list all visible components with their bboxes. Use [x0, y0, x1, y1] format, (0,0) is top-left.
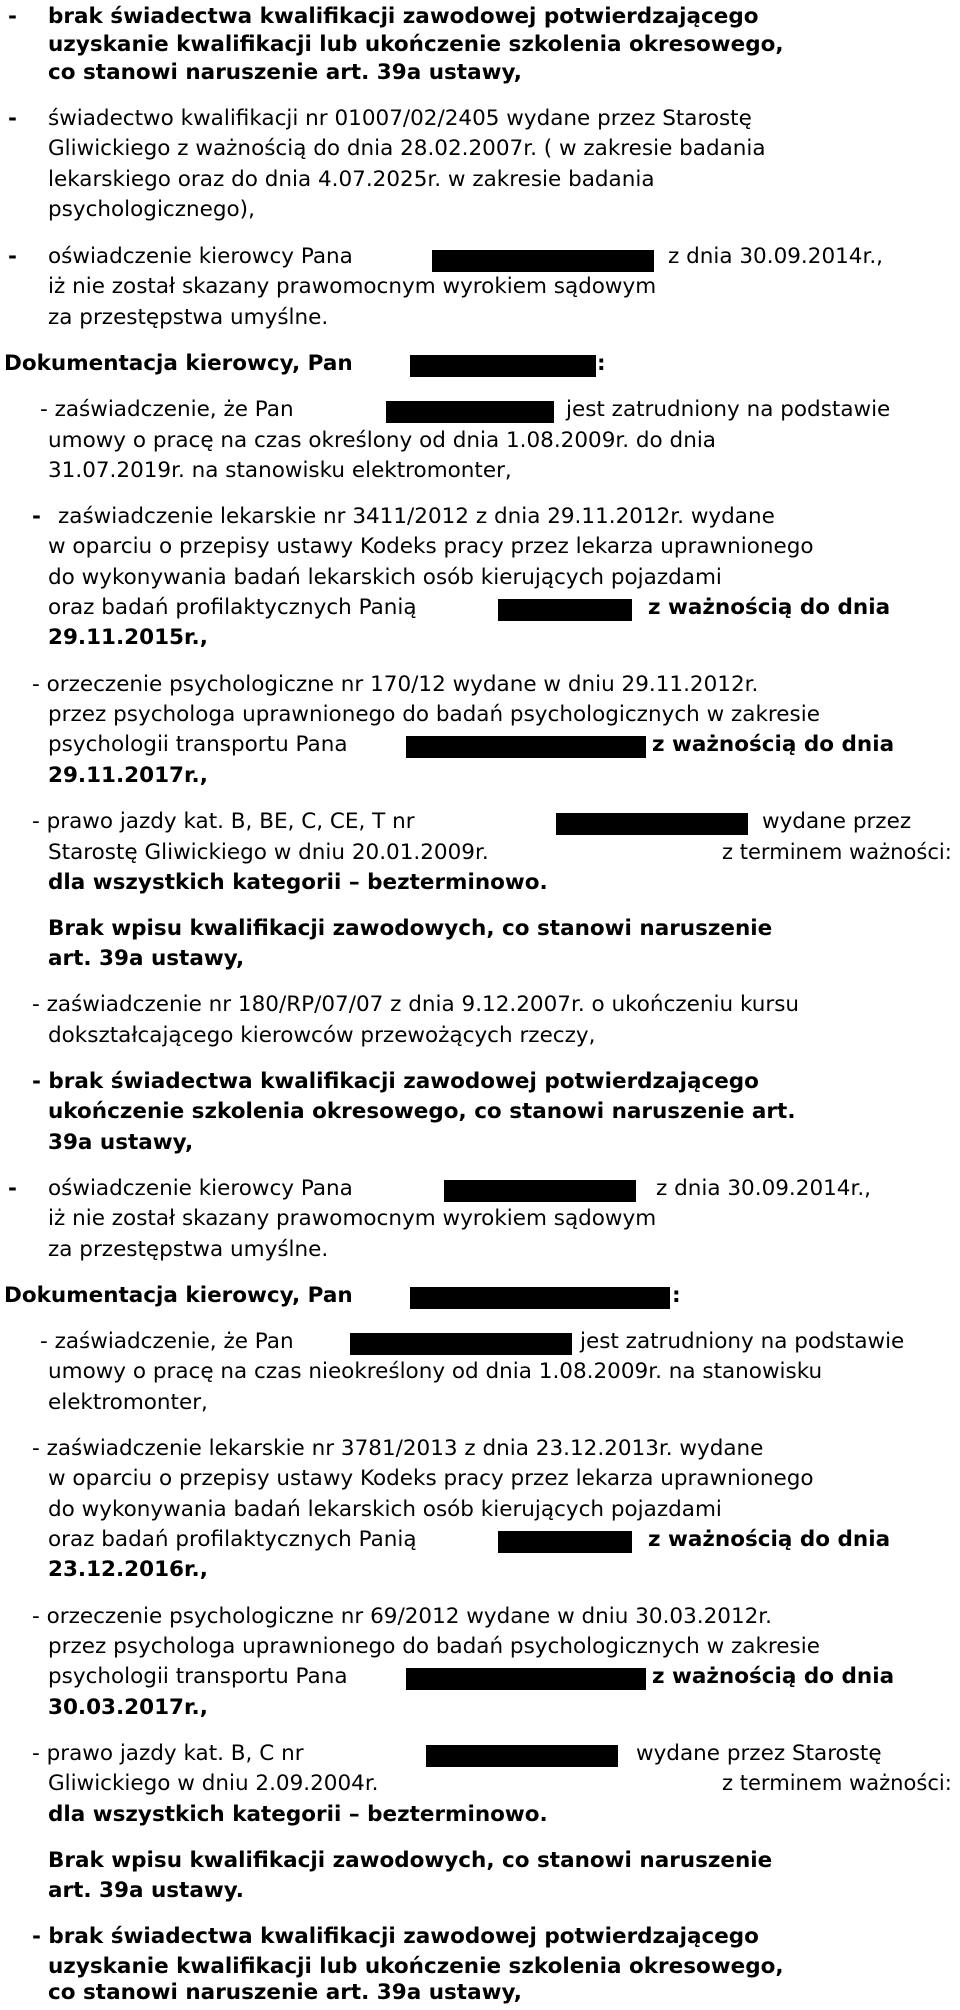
text-line: brak świadectwa kwalifikacji zawodowej potwierdzającego: [48, 4, 759, 29]
text-line: do wykonywania badań lekarskich osób kierujących pojazdami: [48, 1497, 722, 1522]
text-line: z dnia 30.09.2014r.,: [656, 1176, 872, 1201]
text-line: z dnia 30.09.2014r.,: [668, 244, 884, 269]
text-line: psychologicznego),: [48, 197, 255, 222]
text-line: psychologii transportu Pana: [48, 1664, 348, 1689]
redaction-box: [498, 1531, 632, 1553]
text-line: iż nie został skazany prawomocnym wyrokiem sądowym: [48, 1206, 657, 1231]
text-line: oraz badań profilaktycznych Panią: [48, 1527, 417, 1552]
text-line: art. 39a ustawy.: [48, 1878, 244, 1903]
text-line: przez psychologa uprawnionego do badań psychologicznych w zakresie: [48, 1634, 820, 1659]
text-line: lekarskiego oraz do dnia 4.07.2025r. w zakresie badania: [48, 167, 655, 192]
redaction-box: [432, 250, 654, 272]
text-line: z terminem ważności:: [722, 1771, 952, 1796]
text-line: umowy o pracę na czas określony od dnia 1.08.2009r. do dnia: [48, 428, 716, 453]
text-line: Gliwickiego w dniu 2.09.2004r.: [48, 1771, 379, 1796]
text-line: oświadczenie kierowcy Pana: [48, 244, 353, 269]
text-line: w oparciu o przepisy ustawy Kodeks pracy przez lekarza uprawnionego: [48, 1466, 814, 1491]
text-line: jest zatrudniony na podstawie: [566, 397, 891, 422]
redaction-box: [498, 599, 632, 621]
text-line: do wykonywania badań lekarskich osób kierujących pojazdami: [48, 565, 722, 590]
text-line: - prawo jazdy kat. B, C nr: [32, 1741, 304, 1766]
redaction-box: [426, 1745, 618, 1767]
heading-text: Dokumentacja kierowcy, Pan: [4, 351, 353, 376]
text-line: co stanowi naruszenie art. 39a ustawy,: [48, 1980, 522, 2005]
dash: -: [8, 1176, 17, 1201]
text-line: elektromonter,: [48, 1390, 208, 1415]
text-line: dla wszystkich kategorii – bezterminowo.: [48, 1802, 548, 1827]
text-line: - brak świadectwa kwalifikacji zawodowej potwierdzającego: [32, 1924, 759, 1949]
dash: -: [8, 106, 17, 131]
text-line: oświadczenie kierowcy Pana: [48, 1176, 353, 1201]
dash: -: [32, 504, 41, 529]
redaction-box: [406, 1668, 646, 1690]
redaction-box: [444, 1180, 636, 1202]
text-line: co stanowi naruszenie art. 39a ustawy,: [48, 60, 522, 85]
text-line: - brak świadectwa kwalifikacji zawodowej potwierdzającego: [32, 1069, 759, 1094]
redaction-box: [410, 1287, 670, 1309]
text-line: z ważnością do dnia: [648, 595, 891, 620]
text-line: - zaświadczenie lekarskie nr 3781/2013 z dnia 23.12.2013r. wydane: [32, 1436, 764, 1461]
text-line: z ważnością do dnia: [648, 1527, 891, 1552]
text-line: - zaświadczenie, że Pan: [40, 1329, 294, 1354]
text-line: uzyskanie kwalifikacji lub ukończenie szkolenia okresowego,: [48, 1954, 784, 1979]
text-line: - prawo jazdy kat. B, BE, C, CE, T nr: [32, 809, 415, 834]
text-line: art. 39a ustawy,: [48, 946, 245, 971]
text-line: uzyskanie kwalifikacji lub ukończenie szkolenia okresowego,: [48, 32, 784, 57]
dash: -: [8, 244, 17, 269]
redaction-box: [556, 813, 748, 835]
text-line: 29.11.2017r.,: [48, 763, 208, 788]
text-line: dokształcającego kierowców przewożących rzeczy,: [48, 1023, 596, 1048]
text-line: z ważnością do dnia: [652, 732, 895, 757]
text-line: - zaświadczenie, że Pan: [40, 397, 294, 422]
text-line: 31.07.2019r. na stanowisku elektromonter,: [48, 458, 512, 483]
text-line: umowy o pracę na czas nieokreślony od dnia 1.08.2009r. na stanowisku: [48, 1359, 823, 1384]
text-line: wydane przez Starostę: [636, 1741, 882, 1766]
text-line: oraz badań profilaktycznych Panią: [48, 595, 417, 620]
heading-text: Dokumentacja kierowcy, Pan: [4, 1283, 353, 1308]
text-line: wydane przez: [762, 809, 912, 834]
text-line: - zaświadczenie nr 180/RP/07/07 z dnia 9.12.2007r. o ukończeniu kursu: [32, 992, 800, 1017]
text-line: Gliwickiego z ważnością do dnia 28.02.2007r. ( w zakresie badania: [48, 136, 766, 161]
text-line: dla wszystkich kategorii – bezterminowo.: [48, 870, 548, 895]
text-line: za przestępstwa umyślne.: [48, 305, 329, 330]
redaction-box: [350, 1333, 572, 1355]
text-line: świadectwo kwalifikacji nr 01007/02/2405 wydane przez Starostę: [48, 106, 752, 131]
text-line: 30.03.2017r.,: [48, 1695, 208, 1720]
text-line: 23.12.2016r.,: [48, 1557, 208, 1582]
text-line: - orzeczenie psychologiczne nr 170/12 wydane w dniu 29.11.2012r.: [32, 672, 759, 697]
dash: -: [8, 4, 17, 29]
text-line: zaświadczenie lekarskie nr 3411/2012 z dnia 29.11.2012r. wydane: [58, 504, 775, 529]
redaction-box: [406, 736, 646, 758]
text-line: za przestępstwa umyślne.: [48, 1237, 329, 1262]
heading-colon: :: [597, 351, 606, 376]
text-line: ukończenie szkolenia okresowego, co stanowi naruszenie art.: [48, 1099, 796, 1124]
text-line: Brak wpisu kwalifikacji zawodowych, co stanowi naruszenie: [48, 916, 773, 941]
text-line: Brak wpisu kwalifikacji zawodowych, co stanowi naruszenie: [48, 1848, 773, 1873]
text-line: 39a ustawy,: [48, 1130, 194, 1155]
text-line: Starostę Gliwickiego w dniu 20.01.2009r.: [48, 840, 489, 865]
text-line: 29.11.2015r.,: [48, 625, 208, 650]
redaction-box: [386, 401, 554, 423]
text-line: psychologii transportu Pana: [48, 732, 348, 757]
text-line: iż nie został skazany prawomocnym wyrokiem sądowym: [48, 274, 657, 299]
redaction-box: [410, 355, 596, 377]
text-line: z terminem ważności:: [722, 840, 952, 865]
text-line: jest zatrudniony na podstawie: [580, 1329, 905, 1354]
heading-colon: :: [672, 1283, 681, 1308]
text-line: - orzeczenie psychologiczne nr 69/2012 wydane w dniu 30.03.2012r.: [32, 1604, 773, 1629]
text-line: w oparciu o przepisy ustawy Kodeks pracy przez lekarza uprawnionego: [48, 534, 814, 559]
text-line: z ważnością do dnia: [652, 1664, 895, 1689]
text-line: przez psychologa uprawnionego do badań psychologicznych w zakresie: [48, 702, 820, 727]
